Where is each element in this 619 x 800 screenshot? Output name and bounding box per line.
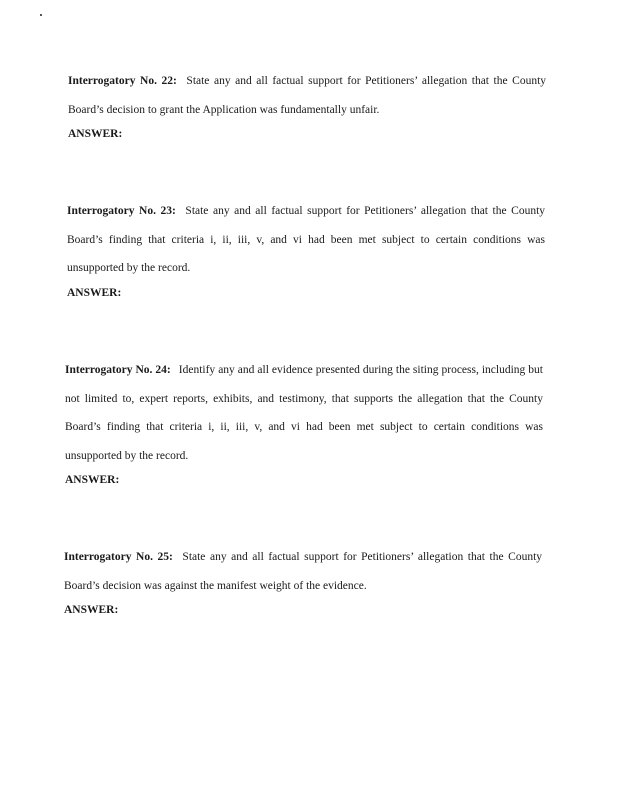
scan-speck xyxy=(40,14,42,16)
interrogatory-23-question xyxy=(67,197,545,283)
interrogatory-24-text: Identify any and all evidence presented during the siting process, including but not limited to, expert reports, exhibits, and testimony, that supports the allegation that the County Board’s finding that criteria i, ii, iii, v, and vi had been met subject to certain conditions was unsupported by the record. xyxy=(65,364,544,462)
interrogatory-22-question xyxy=(68,67,546,124)
interrogatory-23-answer-label: ANSWER: xyxy=(67,286,122,299)
interrogatory-25-label: Interrogatory No. 25: xyxy=(64,551,173,563)
interrogatory-22 xyxy=(68,67,546,144)
interrogatory-23 xyxy=(67,197,545,303)
interrogatory-25-text: State any and all factual support for Petitioners’ allegation that the County Board’s decision was against the manifest weight of the evidence. xyxy=(64,551,543,592)
interrogatory-25-answer-label: ANSWER: xyxy=(64,604,119,616)
interrogatory-22-answer-label: ANSWER: xyxy=(68,128,123,140)
interrogatory-23-label: Interrogatory No. 23: xyxy=(67,205,176,217)
interrogatory-22-label: Interrogatory No. 22: xyxy=(68,75,177,87)
interrogatory-25 xyxy=(64,543,542,620)
interrogatory-24-label: Interrogatory No. 24: xyxy=(65,364,171,376)
interrogatory-24-answer-label: ANSWER: xyxy=(65,474,120,486)
interrogatory-24 xyxy=(65,356,543,490)
interrogatory-24-question xyxy=(65,356,543,470)
interrogatory-25-question xyxy=(64,543,542,600)
interrogatory-23-text: State any and all factual support for Petitioners’ allegation that the County Board’s finding that criteria i, ii, iii, v, and vi had been met subject to certain conditions was unsupported by the record. xyxy=(67,205,546,274)
interrogatory-22-text: State any and all factual support for Petitioners’ allegation that the County Board’s decision to grant the Application was fundamentally unfair. xyxy=(68,75,547,116)
